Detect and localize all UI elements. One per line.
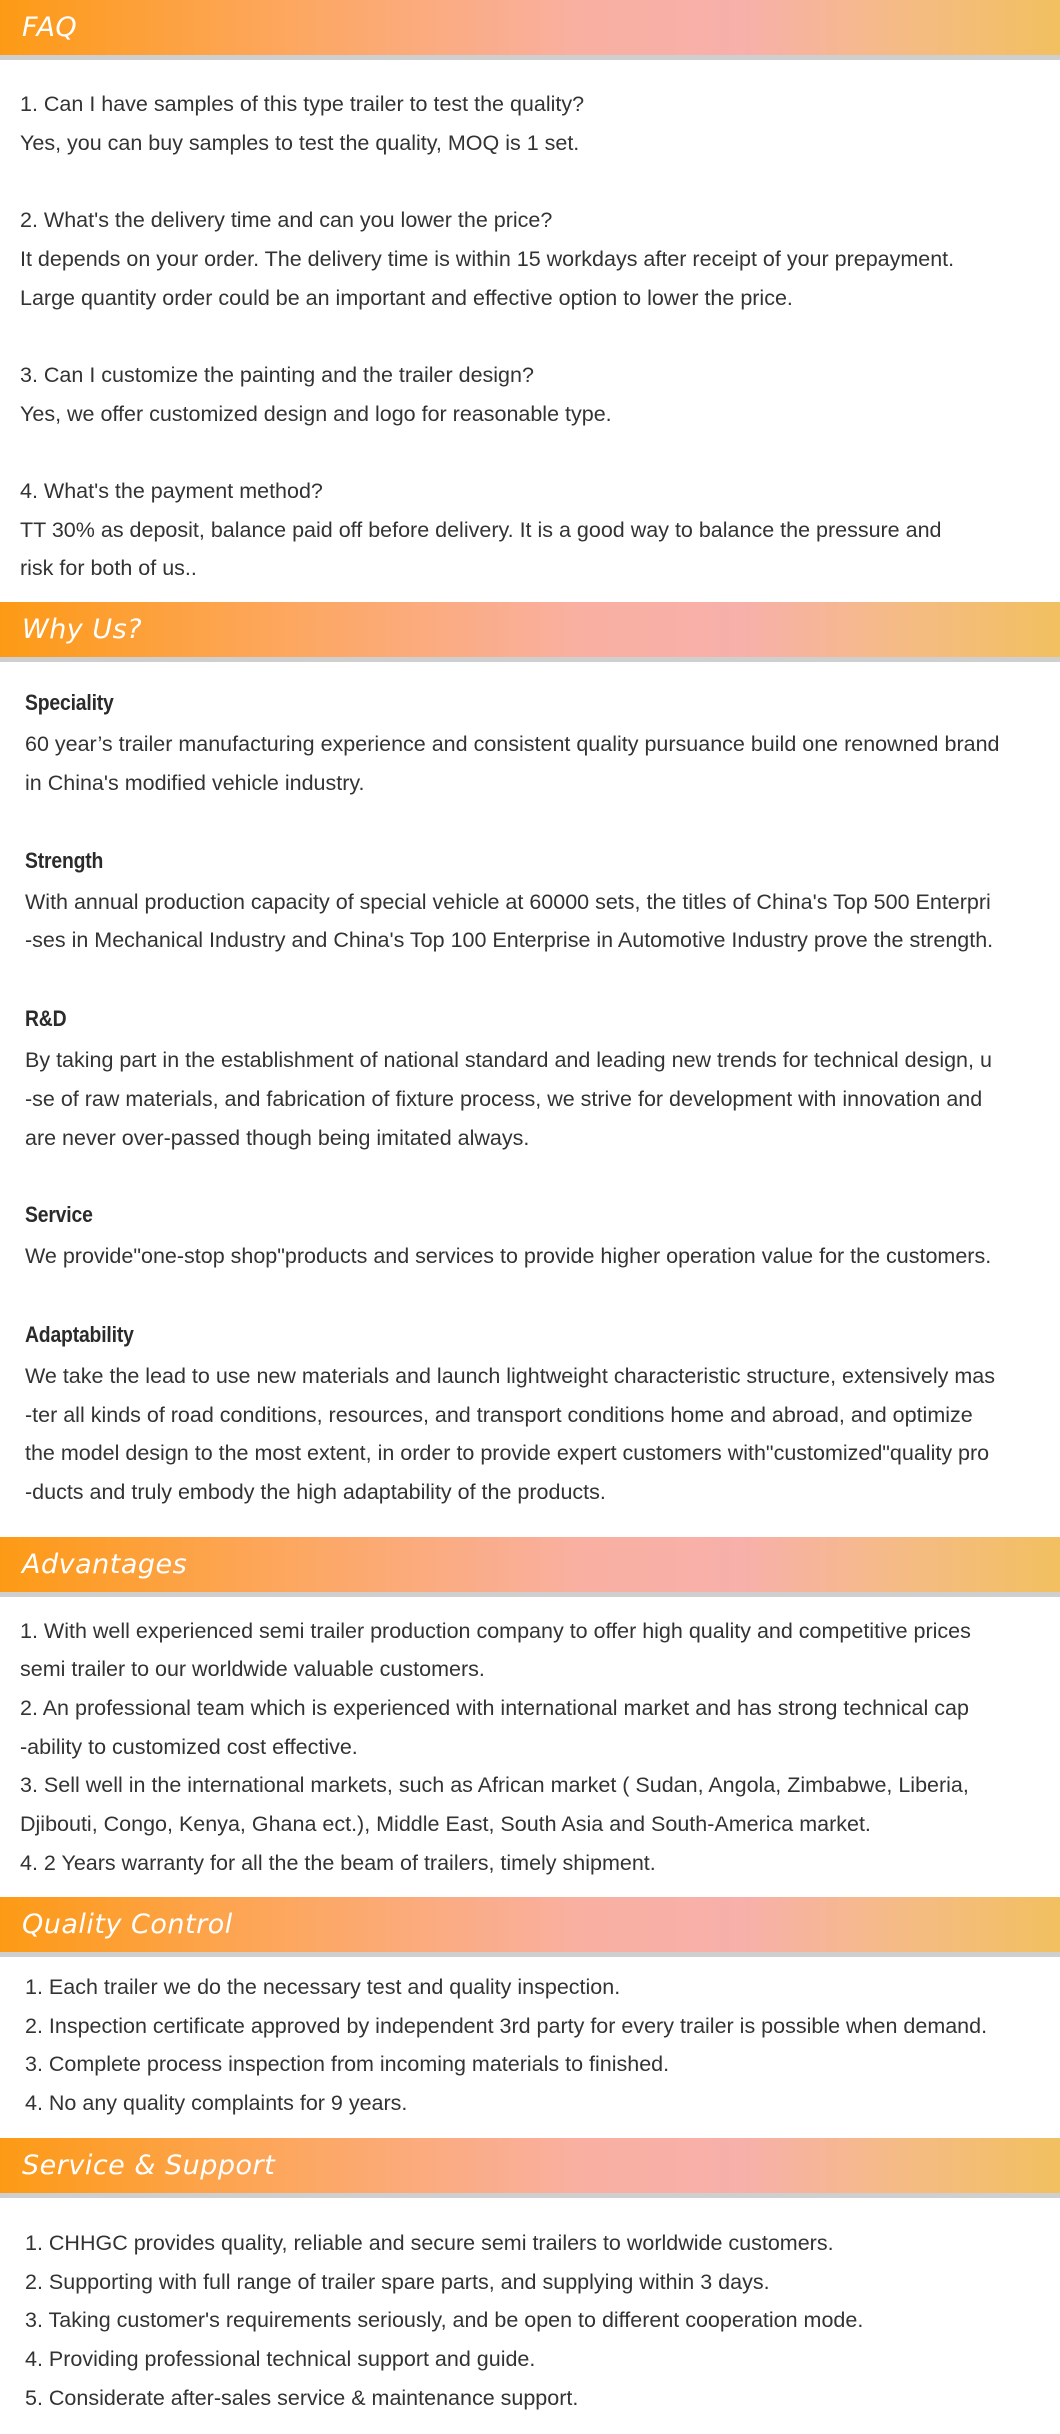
advantages-line: 2. An professional team which is experienced with international market and has strong technical cap [20,1696,969,1720]
why-us-text: 60 year’s trailer manufacturing experience and consistent quality pursuance build one renowned brand [25,732,1000,756]
advantages-line: 3. Sell well in the international markets, such as African market ( Sudan, Angola, Zimbabwe, Liberia, [20,1773,969,1797]
why-us-text: -se of raw materials, and fabrication of fixture process, we strive for development with innovation and [25,1087,983,1111]
quality-control-line: 3. Complete process inspection from incoming materials to finished. [25,2052,670,2076]
why-us-heading-service: Service [25,1202,93,1227]
faq-answer-2: It depends on your order. The delivery time is within 15 workdays after receipt of your prepayment. [20,247,955,271]
why-us-text: in China's modified vehicle industry. [25,771,365,795]
why-us-text: With annual production capacity of special vehicle at 60000 sets, the titles of China's Top 500 Enterpri [25,890,991,914]
advantages-line: 1. With well experienced semi trailer production company to offer high quality and competitive prices [20,1619,971,1643]
why-us-text: -ducts and truly embody the high adaptability of the products. [25,1480,606,1504]
advantages-title: Advantages [22,1549,188,1580]
why-us-banner [0,602,1060,662]
faq-question-4: 4. What's the payment method? [20,479,323,503]
service-support-line: 1. CHHGC provides quality, reliable and secure semi trailers to worldwide customers. [25,2231,834,2255]
faq-question-2: 2. What's the delivery time and can you lower the price? [20,208,553,232]
why-us-heading-speciality: Speciality [25,690,114,715]
why-us-heading-rd: R&D [25,1006,67,1031]
why-us-text: -ter all kinds of road conditions, resources, and transport conditions home and abroad, and optimize [25,1403,973,1427]
service-support-line: 5. Considerate after-sales service & maintenance support. [25,2386,579,2410]
advantages-line: -ability to customized cost effective. [20,1735,358,1759]
why-us-text: We take the lead to use new materials and launch lightweight characteristic structure, extensively mas [25,1364,995,1388]
why-us-heading-strength: Strength [25,848,104,873]
why-us-title: Why Us? [22,614,143,645]
why-us-text: are never over-passed though being imitated always. [25,1126,530,1150]
service-support-banner [0,2138,1060,2198]
faq-answer-4: TT 30% as deposit, balance paid off before delivery. It is a good way to balance the pressure and [20,518,942,542]
faq-question-1: 1. Can I have samples of this type trailer to test the quality? [20,92,585,116]
quality-control-line: 2. Inspection certificate approved by independent 3rd party for every trailer is possible when demand. [25,2014,988,2038]
advantages-line: Djibouti, Congo, Kenya, Ghana ect.), Middle East, South Asia and South-America market. [20,1812,871,1836]
why-us-text: By taking part in the establishment of national standard and leading new trends for technical design, u [25,1048,992,1072]
service-support-line: 4. Providing professional technical support and guide. [25,2347,536,2371]
advantages-banner [0,1537,1060,1597]
why-us-text: We provide"one-stop shop"products and services to provide higher operation value for the customers. [25,1244,992,1268]
service-support-title: Service & Support [22,2150,276,2181]
advantages-line: 4. 2 Years warranty for all the the beam of trailers, timely shipment. [20,1851,656,1875]
faq-title: FAQ [22,12,78,43]
faq-answer-2b: Large quantity order could be an important and effective option to lower the price. [20,286,793,310]
faq-banner [0,0,1060,60]
faq-answer-3: Yes, we offer customized design and logo for reasonable type. [20,402,612,426]
quality-control-line: 4. No any quality complaints for 9 years. [25,2091,408,2115]
why-us-heading-adaptability: Adaptability [25,1322,134,1347]
quality-control-title: Quality Control [22,1909,233,1940]
service-support-line: 3. Taking customer's requirements seriously, and be open to different cooperation mode. [25,2308,864,2332]
why-us-text: -ses in Mechanical Industry and China's Top 100 Enterprise in Automotive Industry prove the strength. [25,928,994,952]
quality-control-banner [0,1897,1060,1957]
quality-control-line: 1. Each trailer we do the necessary test and quality inspection. [25,1975,621,1999]
faq-answer-1: Yes, you can buy samples to test the quality, MOQ is 1 set. [20,131,580,155]
faq-question-3: 3. Can I customize the painting and the trailer design? [20,363,534,387]
service-support-line: 2. Supporting with full range of trailer spare parts, and supplying within 3 days. [25,2270,770,2294]
why-us-text: the model design to the most extent, in order to provide expert customers with"customized"quality pro [25,1441,990,1465]
faq-answer-4b: risk for both of us.. [20,556,197,580]
advantages-line: semi trailer to our worldwide valuable customers. [20,1657,485,1681]
